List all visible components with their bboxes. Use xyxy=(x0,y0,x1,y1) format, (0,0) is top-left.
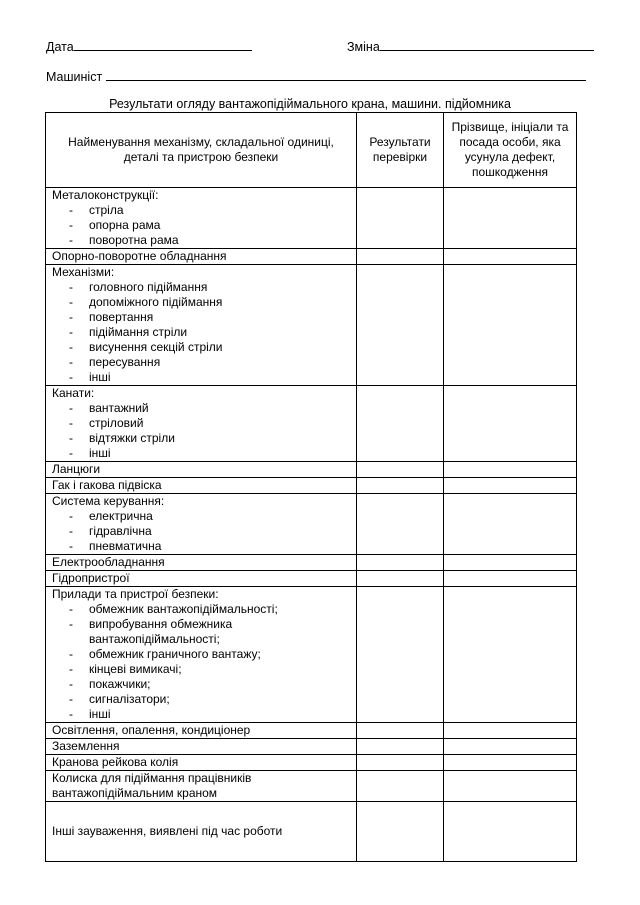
sublist-item: - інші xyxy=(52,707,356,722)
row-sublist xyxy=(52,401,356,461)
table-row xyxy=(46,755,577,771)
table-row xyxy=(46,771,577,802)
row-name: Канати: xyxy=(52,386,95,400)
result-cell[interactable] xyxy=(357,265,444,386)
header-mechanism: Найменування механізму, складальної одиниці, деталі та пристрою безпеки xyxy=(46,113,357,188)
row-name: Гак і гакова підвіска xyxy=(52,478,162,492)
sublist-item: - висунення секцій стріли xyxy=(52,340,356,355)
inspection-table xyxy=(45,112,577,862)
person-cell[interactable] xyxy=(444,723,577,739)
result-cell[interactable] xyxy=(357,587,444,723)
person-cell[interactable] xyxy=(444,494,577,555)
sublist-item: - покажчики; xyxy=(52,677,356,692)
sublist-item: - кінцеві вимикачі; xyxy=(52,662,356,677)
sublist-item: - інші xyxy=(52,446,356,461)
sublist-item: - пневматична xyxy=(52,539,356,554)
date-label: Дата xyxy=(46,40,74,54)
shift-field xyxy=(347,38,594,54)
sublist-item: - електрична xyxy=(52,509,356,524)
row-name-cell xyxy=(46,265,357,386)
person-cell[interactable] xyxy=(444,571,577,587)
row-name-cell xyxy=(46,739,357,755)
sublist-item: - опорна рама xyxy=(52,218,356,233)
sublist-item: - головного підіймання xyxy=(52,280,356,295)
row-name: Інші зауваження, виявлені під час роботи xyxy=(52,824,283,838)
table-row xyxy=(46,478,577,494)
row-name-cell xyxy=(46,249,357,265)
sublist-item: - стріловий xyxy=(52,416,356,431)
table-row xyxy=(46,723,577,739)
result-cell[interactable] xyxy=(357,739,444,755)
row-name-cell xyxy=(46,755,357,771)
table-caption: Результати огляду вантажопідіймального крана, машини. підйомника xyxy=(109,97,511,111)
date-field xyxy=(46,38,252,54)
sublist-item: - пересування xyxy=(52,355,356,370)
table-row xyxy=(46,386,577,462)
row-sublist xyxy=(52,280,356,385)
sublist-item: - повертання xyxy=(52,310,356,325)
result-cell[interactable] xyxy=(357,771,444,802)
operator-blank[interactable] xyxy=(106,68,586,81)
result-cell[interactable] xyxy=(357,571,444,587)
row-name: Кранова рейкова колія xyxy=(52,755,179,769)
sublist-item: - обмежник вантажопідіймальності; xyxy=(52,602,356,617)
table-row xyxy=(46,802,577,862)
operator-label: Машиніст xyxy=(46,70,103,84)
sublist-item: - відтяжки стріли xyxy=(52,431,356,446)
row-name-cell xyxy=(46,555,357,571)
result-cell[interactable] xyxy=(357,478,444,494)
result-cell[interactable] xyxy=(357,188,444,249)
table-row xyxy=(46,555,577,571)
table-header-row xyxy=(46,113,577,188)
person-cell[interactable] xyxy=(444,386,577,462)
sublist-item: - підіймання стріли xyxy=(52,325,356,340)
person-cell[interactable] xyxy=(444,188,577,249)
header-person: Прізвище, ініціали та посада особи, яка усунула дефект, пошкодження xyxy=(444,113,577,188)
row-name-cell xyxy=(46,771,357,802)
person-cell[interactable] xyxy=(444,478,577,494)
header-results: Результати перевірки xyxy=(357,113,444,188)
person-cell[interactable] xyxy=(444,555,577,571)
result-cell[interactable] xyxy=(357,494,444,555)
row-name-cell xyxy=(46,802,357,862)
row-name: Освітлення, опалення, кондиціонер xyxy=(52,723,251,737)
sublist-item: - гідравлічна xyxy=(52,524,356,539)
table-row xyxy=(46,494,577,555)
row-name: Металоконструкції: xyxy=(52,188,159,202)
row-name-cell xyxy=(46,723,357,739)
result-cell[interactable] xyxy=(357,386,444,462)
table-row xyxy=(46,462,577,478)
person-cell[interactable] xyxy=(444,771,577,802)
row-name: Опорно-поворотне обладнання xyxy=(52,249,227,263)
row-sublist xyxy=(52,203,356,248)
row-name-cell xyxy=(46,587,357,723)
result-cell[interactable] xyxy=(357,249,444,265)
person-cell[interactable] xyxy=(444,587,577,723)
sublist-item: - допоміжного підіймання xyxy=(52,295,356,310)
shift-blank[interactable] xyxy=(380,38,594,51)
person-cell[interactable] xyxy=(444,265,577,386)
sublist-item: - стріла xyxy=(52,203,356,218)
row-name: Гідропристрої xyxy=(52,571,130,585)
table-row xyxy=(46,265,577,386)
row-name: Прилади та пристрої безпеки: xyxy=(52,587,219,601)
row-name: Механізми: xyxy=(52,265,115,279)
row-name: Система керування: xyxy=(52,494,165,508)
table-row xyxy=(46,587,577,723)
row-name: Ланцюги xyxy=(52,462,101,476)
row-name-cell xyxy=(46,571,357,587)
table-row xyxy=(46,249,577,265)
sublist-item: - сигналізатори; xyxy=(52,692,356,707)
table-row xyxy=(46,739,577,755)
sublist-item: - вантажний xyxy=(52,401,356,416)
result-cell[interactable] xyxy=(357,802,444,862)
operator-field xyxy=(46,68,586,84)
sublist-item: - випробування обмежника вантажопідіймальності; xyxy=(52,617,356,647)
row-sublist xyxy=(52,509,356,554)
table-row xyxy=(46,571,577,587)
row-name: Колиска для підіймання працівників вантажопідіймальним краном xyxy=(52,771,252,800)
result-cell[interactable] xyxy=(357,462,444,478)
shift-label: Зміна xyxy=(347,40,380,54)
row-name: Електрообладнання xyxy=(52,555,165,569)
table-row xyxy=(46,188,577,249)
row-sublist xyxy=(52,602,356,722)
person-cell[interactable] xyxy=(444,462,577,478)
person-cell[interactable] xyxy=(444,802,577,862)
date-blank[interactable] xyxy=(74,38,252,51)
person-cell[interactable] xyxy=(444,739,577,755)
result-cell[interactable] xyxy=(357,723,444,739)
row-name-cell xyxy=(46,478,357,494)
result-cell[interactable] xyxy=(357,555,444,571)
person-cell[interactable] xyxy=(444,755,577,771)
person-cell[interactable] xyxy=(444,249,577,265)
sublist-item: - інші xyxy=(52,370,356,385)
row-name: Заземлення xyxy=(52,739,120,753)
row-name-cell xyxy=(46,188,357,249)
result-cell[interactable] xyxy=(357,755,444,771)
row-name-cell xyxy=(46,494,357,555)
row-name-cell xyxy=(46,386,357,462)
row-name-cell xyxy=(46,462,357,478)
sublist-item: - обмежник граничного вантажу; xyxy=(52,647,356,662)
sublist-item: - поворотна рама xyxy=(52,233,356,248)
